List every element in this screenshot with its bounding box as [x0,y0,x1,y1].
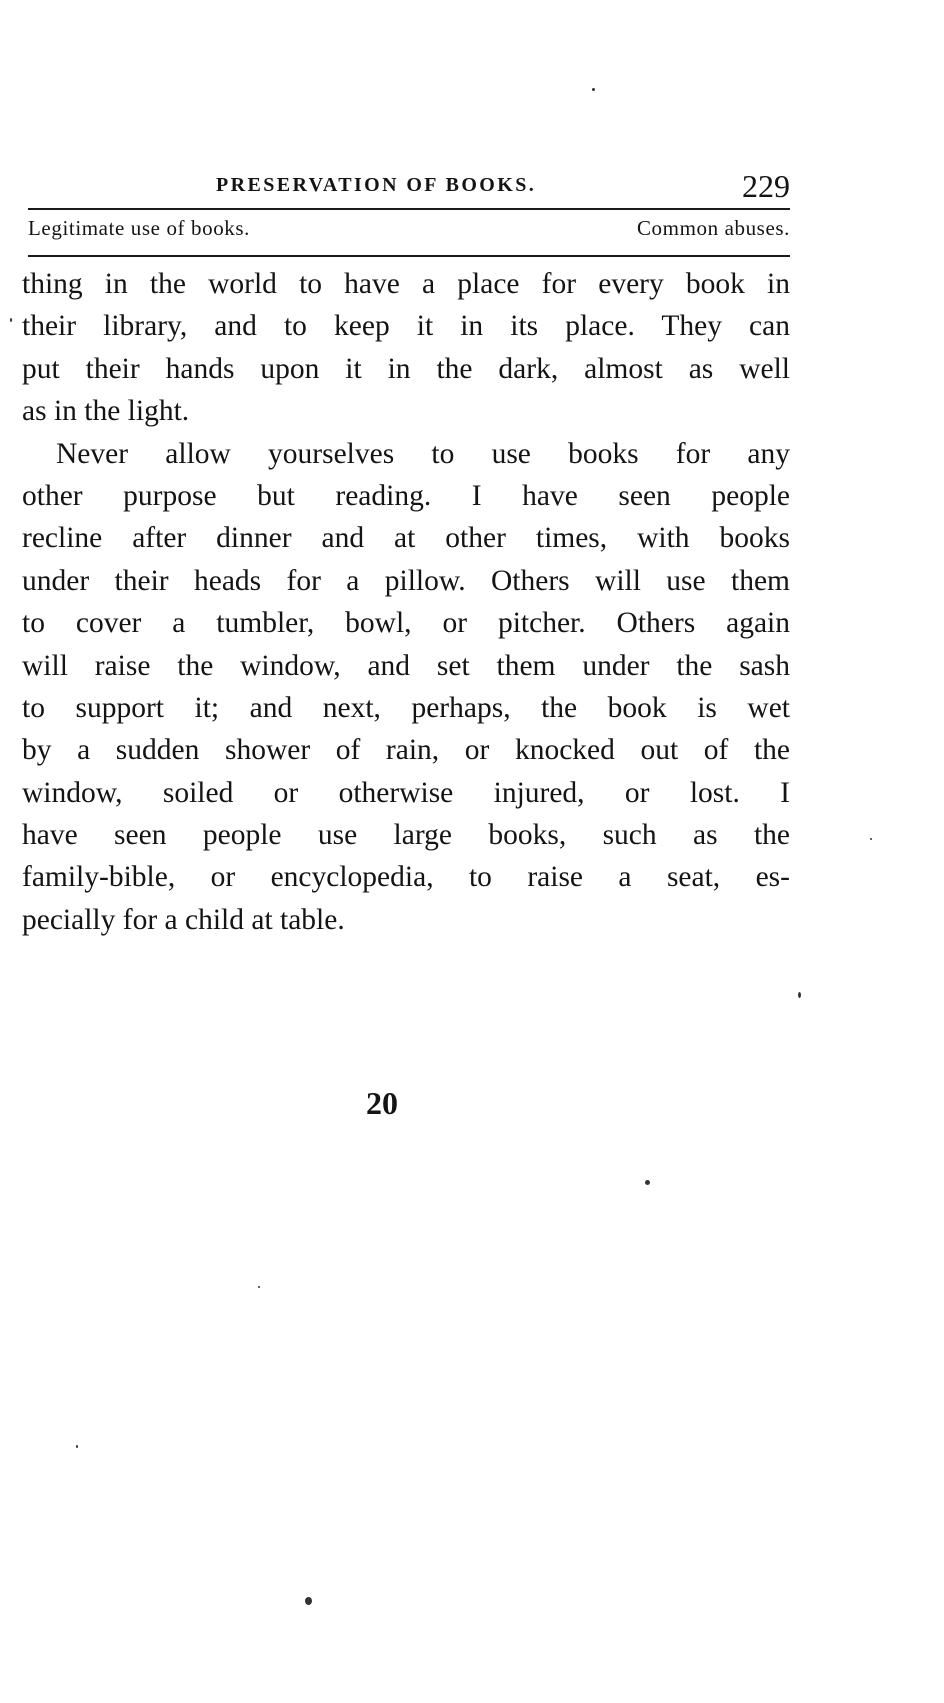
ink-speck [870,838,872,840]
ink-speck [798,992,801,998]
text-line: as in the light. [22,395,190,428]
ink-speck [76,1445,78,1448]
running-head [26,168,790,208]
text-line: thing in the world to have a place for every book in [22,268,790,300]
text-line: recline after dinner and at other times, with books [22,522,790,555]
subhead-right: Common abuses. [636,216,790,240]
body-text [22,263,790,941]
header-rule-top [28,208,790,210]
text-line: by a sudden shower of rain, or knocked out of the [22,734,790,767]
text-line: to support it; and next, perhaps, the book is wet [22,691,790,724]
text-line: family-bible, or encyclopedia, to raise a seat, es- [22,861,790,894]
header-rule-bottom [28,255,790,257]
running-title: PRESERVATION OF BOOKS. [216,174,537,196]
text-line: pecially for a child at table. [22,903,345,936]
paragraph-1 [22,263,790,433]
text-line: under their heads for a pillow. Others will use them [22,564,790,597]
ink-speck [305,1597,312,1605]
text-line: will raise the window, and set them under the sash [22,649,790,682]
text-line: Never allow yourselves to use books for any [56,437,790,470]
text-line: window, soiled or otherwise injured, or lost. I [22,776,790,809]
text-line: their library, and to keep it in its place. They can [22,310,790,343]
paragraph-2 [22,433,790,942]
page-number: 229 [742,168,790,204]
text-line: to cover a tumbler, bowl, or pitcher. Others again [22,607,790,640]
ink-speck [592,88,595,91]
text-line: other purpose but reading. I have seen people [22,479,790,512]
text-line: put their hands upon it in the dark, almost as well [22,352,790,385]
text-line: have seen people use large books, such as the [22,819,790,852]
ink-speck [10,318,12,322]
ink-speck [645,1180,650,1185]
ink-speck [258,1286,260,1288]
subhead-left: Legitimate use of books. [28,216,251,240]
signature-mark: 20 [366,1085,398,1121]
